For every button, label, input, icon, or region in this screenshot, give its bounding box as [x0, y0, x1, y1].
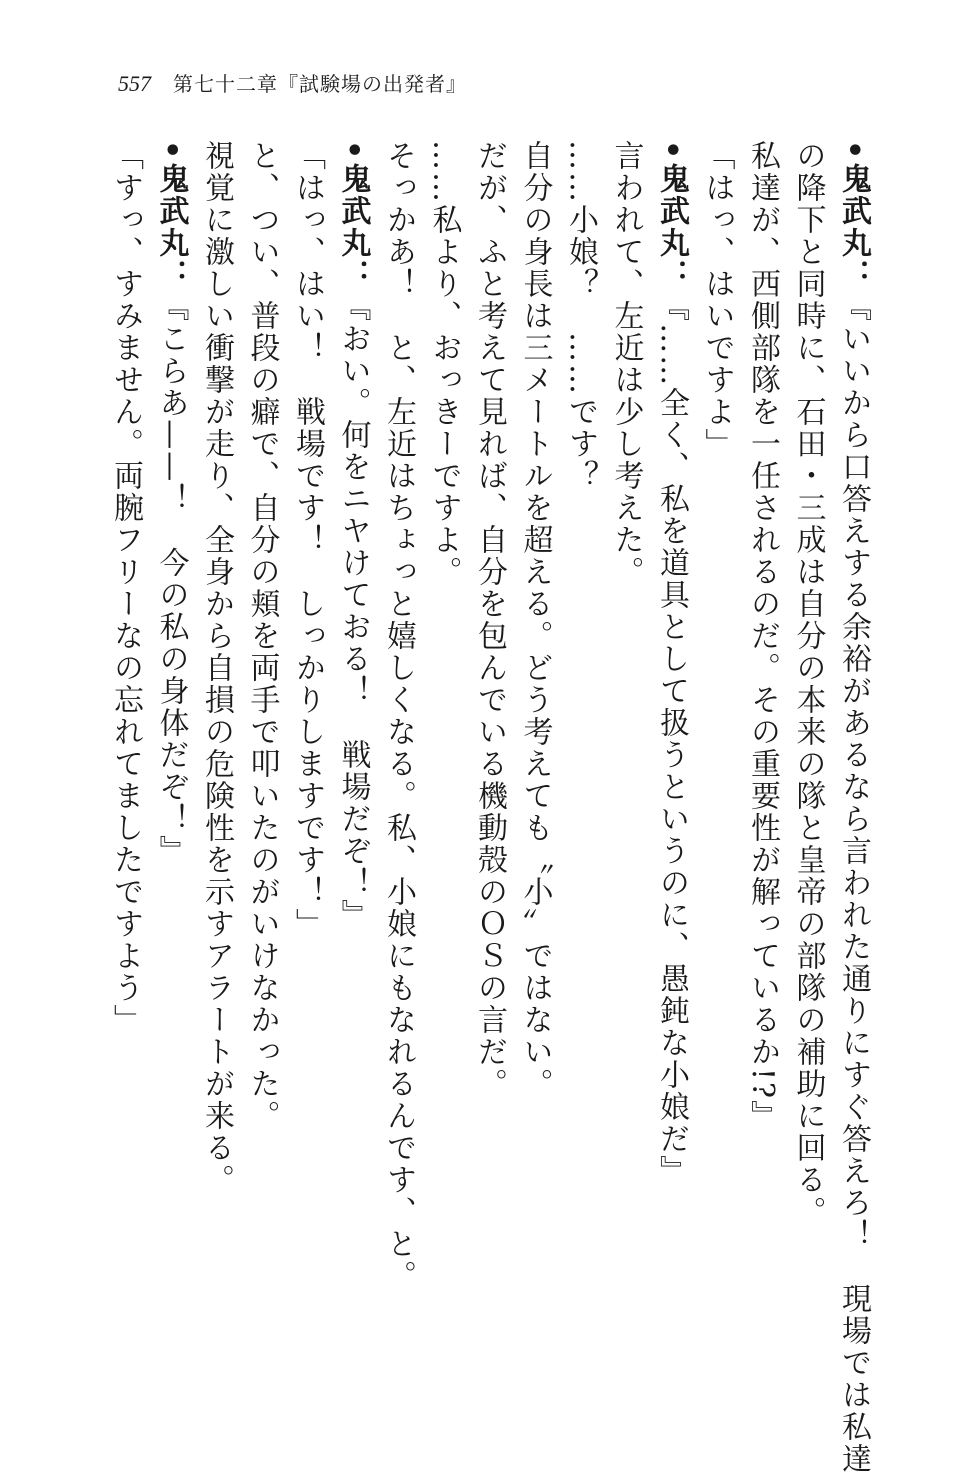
text-line: ……小娘？ ……です？ — [563, 140, 598, 492]
text-line: 私達が、西側部隊を一任されるのだ。その重要性が解っているか!?』 — [745, 140, 780, 1133]
chapter-title: 第七十二章『試験場の出発者』 — [173, 72, 467, 96]
text-line: ……私より、おっきーですよ。 — [426, 140, 462, 588]
text-line: だが、ふと考えて見れば、自分を包んでいる機動殻のＯＳの言だ。 — [472, 140, 507, 1100]
speaker-label: •鬼武丸： — [154, 140, 189, 291]
text-line: 「はっ、はいですよ」 — [699, 140, 735, 460]
text-line: •鬼武丸：『いいから口答えする余裕があるなら言われた通りにすぐ答えろ！ 現場では私達 — [831, 140, 877, 1320]
bullet-icon: • — [654, 140, 689, 162]
page-number: 557 — [118, 71, 151, 96]
text-line: •鬼武丸：『おい。何をニヤけておる！ 戦場だぞ！』 — [330, 140, 376, 1320]
text-line: と、つい、普段の癖で、自分の頬を両手で叩いたのがいけなかった。 — [244, 140, 280, 1132]
speaker-label: •鬼武丸： — [336, 140, 371, 291]
text-line: •鬼武丸：『……全く、私を道具として扱うというのに、愚鈍な小娘だ』 — [649, 140, 695, 1320]
text-line: そっかあ！ と、左近はちょっと嬉しくなる。私、小娘にもなれるんです、と。 — [381, 140, 416, 1292]
speaker-label: •鬼武丸： — [654, 140, 689, 291]
novel-body-text — [108, 140, 876, 1475]
bullet-icon: • — [335, 140, 371, 162]
text-line: 視覚に激しい衝撃が走り、全身から自損の危険性を示すアラートが来る。 — [199, 140, 234, 1196]
text-line: 自分の身長は三メートルを超える。どう考えても〝小〟ではない。 — [517, 140, 553, 1100]
text-line: 「はっ、はい！ 戦場です！ しっかりしますです！」 — [290, 140, 325, 940]
speaker-label: •鬼武丸： — [836, 140, 871, 291]
page-header — [118, 64, 467, 104]
text-line: •鬼武丸：『こらあ——！ 今の私の身体だぞ！』 — [148, 140, 194, 1320]
text-line: の降下と同時に、石田・三成は自分の本来の隊と皇帝の部隊の補助に回る。 — [790, 140, 826, 1228]
bullet-icon: • — [153, 140, 189, 162]
text-line: 言われて、左近は少し考えた。 — [608, 140, 644, 588]
text-line: 「すっ、すみません。両腕フリーなの忘れてましたですよう」 — [108, 140, 143, 1036]
bullet-icon: • — [836, 140, 871, 162]
